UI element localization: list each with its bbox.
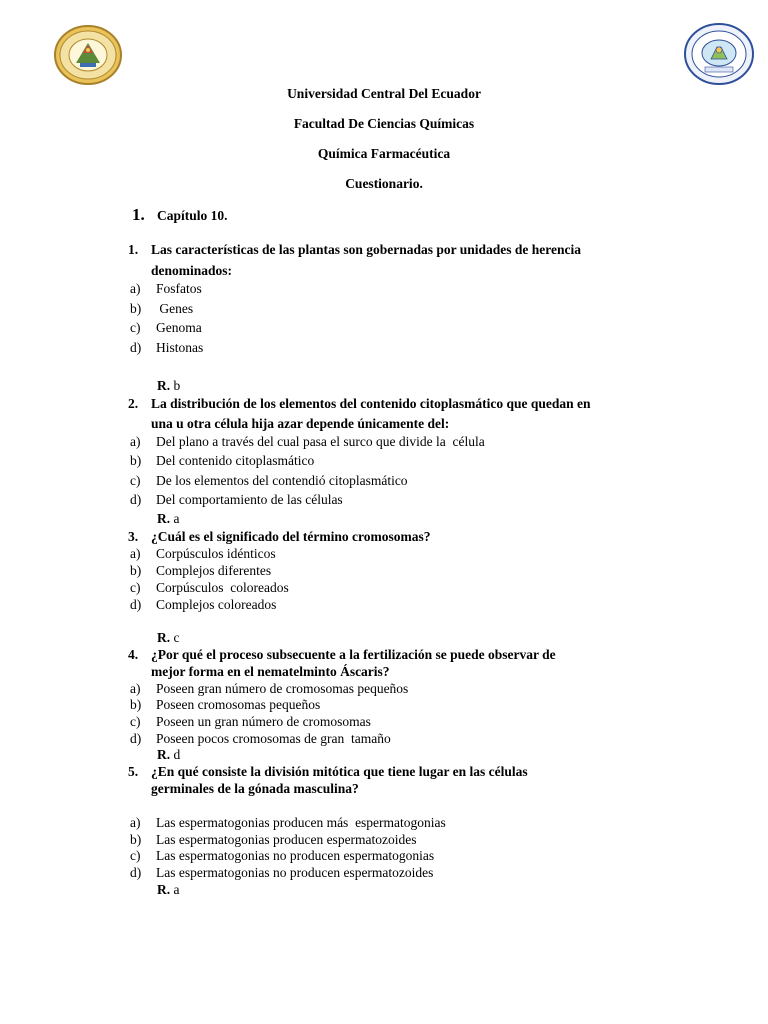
option-text: Corpúsculos idénticos (156, 546, 276, 561)
chapter-title: Capítulo 10. (157, 208, 228, 223)
answer-label: R. (157, 511, 171, 526)
option-text: Del plano a través del cual pasa el surco que divide la célula (156, 434, 485, 449)
option-letter: b) (130, 832, 142, 847)
answer (157, 511, 180, 527)
option-text: Las espermatogonias producen más espermatogonias (156, 815, 446, 830)
answer-value: a (173, 882, 180, 897)
option-letter: d) (130, 731, 142, 746)
answer-value: b (173, 378, 181, 393)
question-number: 2. (128, 396, 139, 411)
option-letter: a) (130, 281, 141, 296)
answer-label: R. (157, 747, 171, 762)
question-text-line: Las características de las plantas son gobernadas por unidades de herencia (151, 242, 582, 257)
option-letter: c) (130, 320, 141, 335)
option-letter: a) (130, 546, 141, 561)
option-letter: b) (130, 697, 142, 712)
answer (157, 630, 180, 646)
university-seal-logo (53, 25, 123, 85)
question-text-line: ¿Por qué el proceso subsecuente a la fertilización se puede observar de (151, 647, 556, 662)
document-type: Cuestionario. (345, 176, 423, 191)
option-letter: d) (130, 492, 142, 507)
option-text: Corpúsculos coloreados (156, 580, 289, 595)
question-text-line: ¿En qué consiste la división mitótica que tiene lugar en las células (151, 764, 528, 779)
option-letter: c) (130, 714, 141, 729)
question-number: 3. (128, 529, 139, 544)
option-letter: d) (130, 597, 142, 612)
option-text: Poseen gran número de cromosomas pequeños (156, 681, 409, 696)
university-name: Universidad Central Del Ecuador (287, 86, 481, 101)
option-text: Del contenido citoplasmático (156, 453, 315, 468)
option-letter: b) (130, 563, 142, 578)
chapter-number: 1. (132, 205, 145, 224)
question-text-line: denominados: (151, 263, 233, 278)
option-text: De los elementos del contendió citoplasmático (156, 473, 408, 488)
option-letter: b) (130, 301, 142, 316)
question-number: 4. (128, 647, 139, 662)
answer-label: R. (157, 882, 171, 897)
option-letter: d) (130, 340, 142, 355)
option-text: Poseen pocos cromosomas de gran tamaño (156, 731, 391, 746)
option-text: Del comportamiento de las células (156, 492, 343, 507)
question-text-line: mejor forma en el nematelminto Áscaris? (151, 664, 390, 679)
option-text: Histonas (156, 340, 204, 355)
option-letter: c) (130, 848, 141, 863)
question-text-line: La distribución de los elementos del contenido citoplasmático que quedan en (151, 396, 591, 411)
option-letter: c) (130, 473, 141, 488)
answer (157, 882, 180, 898)
faculty-seal-logo (683, 23, 755, 85)
question-text-line: una u otra célula hija azar depende únicamente del: (151, 416, 450, 431)
option-text: Las espermatogonias no producen espermatozoides (156, 865, 434, 880)
option-letter: a) (130, 681, 141, 696)
question-text-line: ¿Cuál es el significado del término cromosomas? (151, 529, 431, 544)
answer-value: c (173, 630, 180, 645)
option-letter: d) (130, 865, 142, 880)
option-text: Las espermatogonias no producen espermatogonias (156, 848, 435, 863)
option-letter: a) (130, 434, 141, 449)
option-text: Complejos coloreados (156, 597, 277, 612)
faculty-name: Facultad De Ciencias Químicas (293, 116, 475, 131)
question-text-line: germinales de la gónada masculina? (151, 781, 359, 796)
option-text: Complejos diferentes (156, 563, 272, 578)
option-text: Las espermatogonias producen espermatozoides (156, 832, 417, 847)
answer-label: R. (157, 378, 171, 393)
option-letter: c) (130, 580, 141, 595)
answer-value: d (173, 747, 181, 762)
option-text: Poseen cromosomas pequeños (156, 697, 321, 712)
program-name: Química Farmacéutica (317, 146, 451, 161)
option-text: Fosfatos (156, 281, 202, 296)
answer (157, 747, 180, 763)
answer-value: a (173, 511, 180, 526)
question-number: 1. (128, 242, 139, 257)
option-text: Genes (156, 301, 194, 316)
question-number: 5. (128, 764, 139, 779)
option-text: Genoma (156, 320, 202, 335)
option-letter: a) (130, 815, 141, 830)
option-text: Poseen un gran número de cromosomas (156, 714, 371, 729)
answer-label: R. (157, 630, 171, 645)
option-letter: b) (130, 453, 142, 468)
answer (157, 378, 180, 394)
